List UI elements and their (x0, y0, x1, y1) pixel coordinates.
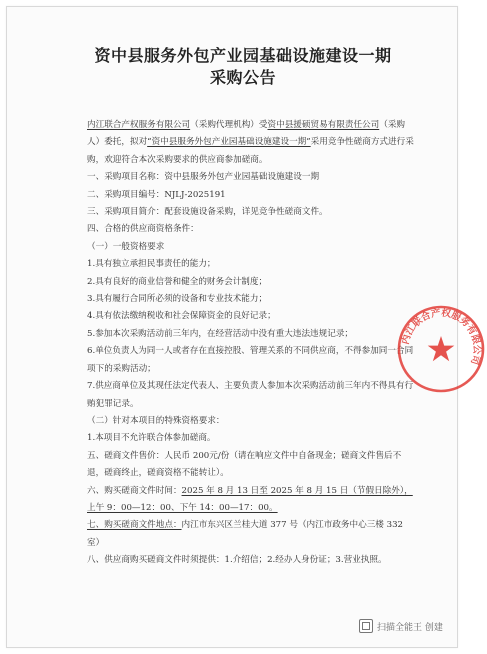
purchaser-name: 资中县援硕贸易有限责任公司 (267, 120, 380, 130)
scanner-watermark (359, 619, 443, 633)
requirement-4: 4.具有依法缴纳税收和社会保障资金的良好记录； (87, 311, 276, 322)
section-required-documents: 八、供应商购买磋商文件时须提供：1.介绍信；2.经办人身份证；3.营业执照。 (87, 555, 387, 566)
general-requirements-heading: （一）一般资格要求 (87, 241, 165, 252)
purchase-place-label: 七、购买磋商文件地点： (87, 520, 182, 531)
camscanner-icon (359, 619, 373, 633)
purchase-time-value: 2025 年 8 月 13 日至 2025 年 8 月 15 日（节假日除外），上午 9：00—12：00、下午 14：00—17：00。 (87, 485, 413, 513)
title-line-2: 采购公告 (209, 68, 276, 87)
document-title (69, 45, 417, 89)
svg-text:内江联合产权服务有限公司: 内江联合产权服务有限公司 (400, 307, 483, 366)
requirement-5: 5.参加本次采购活动前三年内，在经营活动中没有重大违法违规记录； (87, 328, 354, 339)
official-seal-stamp (395, 303, 487, 395)
intro-rest: 采用竞争性磋商方式进行采购，欢迎符合本次采购要求的供应商参加磋商。 (87, 137, 414, 165)
purchase-time-label: 六、购买磋商文件时间： (87, 485, 182, 496)
purchase-place-value: 内江市东兴区兰桂大道 377 号（内江市政务中心三楼 332 室） (87, 520, 404, 548)
requirement-2: 2.具有良好的商业信誉和健全的财务会计制度； (87, 276, 268, 287)
section-qualifications: 四、合格的供应商资格条件： (87, 224, 199, 235)
requirement-6: 6.单位负责人为同一人或者存在直接控股、管理关系的不同供应商，不得参加同一合同项下的采购活动； (87, 346, 414, 374)
project-quoted: “资中县服务外包产业园基础设施建设一期” (147, 137, 311, 148)
requirement-3: 3.具有履行合同所必须的设备和专业技术能力； (87, 294, 268, 305)
section-project-name: 一、采购项目名称：资中县服务外包产业园基础设施建设一期 (87, 172, 320, 183)
agency-name: 内江联合产权服务有限公司 (87, 120, 191, 130)
agency-role: （采购代理机构）受 (190, 120, 268, 130)
document-sheet (69, 21, 417, 641)
requirement-7: 7.供应商单位及其现任法定代表人、主要负责人参加本次采购活动前三年内不得具有行贿犯罪记录。 (87, 381, 414, 409)
section-document-price: 五、磋商文件售价：人民币 200元/份（请在响应文件中自备现金；磋商文件售后不退，磋商终止，磋商资格不能转让）。 (87, 450, 402, 479)
special-requirements-heading: （二）针对本项目的特殊资格要求： (87, 415, 225, 426)
title-line-1: 资中县服务外包产业园基础设施建设一期 (94, 46, 392, 65)
purchaser-role: （采购人）委托，拟对 (87, 120, 406, 148)
requirement-1: 1.具有独立承担民事责任的能力； (87, 259, 216, 270)
section-purchase-time (69, 483, 417, 518)
star-icon (428, 336, 455, 361)
watermark-text: 扫描全能王 创建 (377, 622, 443, 633)
section-purchase-place (69, 517, 417, 552)
section-project-number: 二、采购项目编号：NJLJ-2025191 (87, 189, 226, 200)
intro-paragraph (69, 117, 417, 169)
document-page (6, 6, 483, 648)
special-requirement-1: 1.本项目不允许联合体参加磋商。 (87, 433, 216, 444)
section-project-summary: 三、采购项目简介：配套设施设备采购，详见竞争性磋商文件。 (87, 207, 328, 218)
document-body (69, 117, 417, 570)
